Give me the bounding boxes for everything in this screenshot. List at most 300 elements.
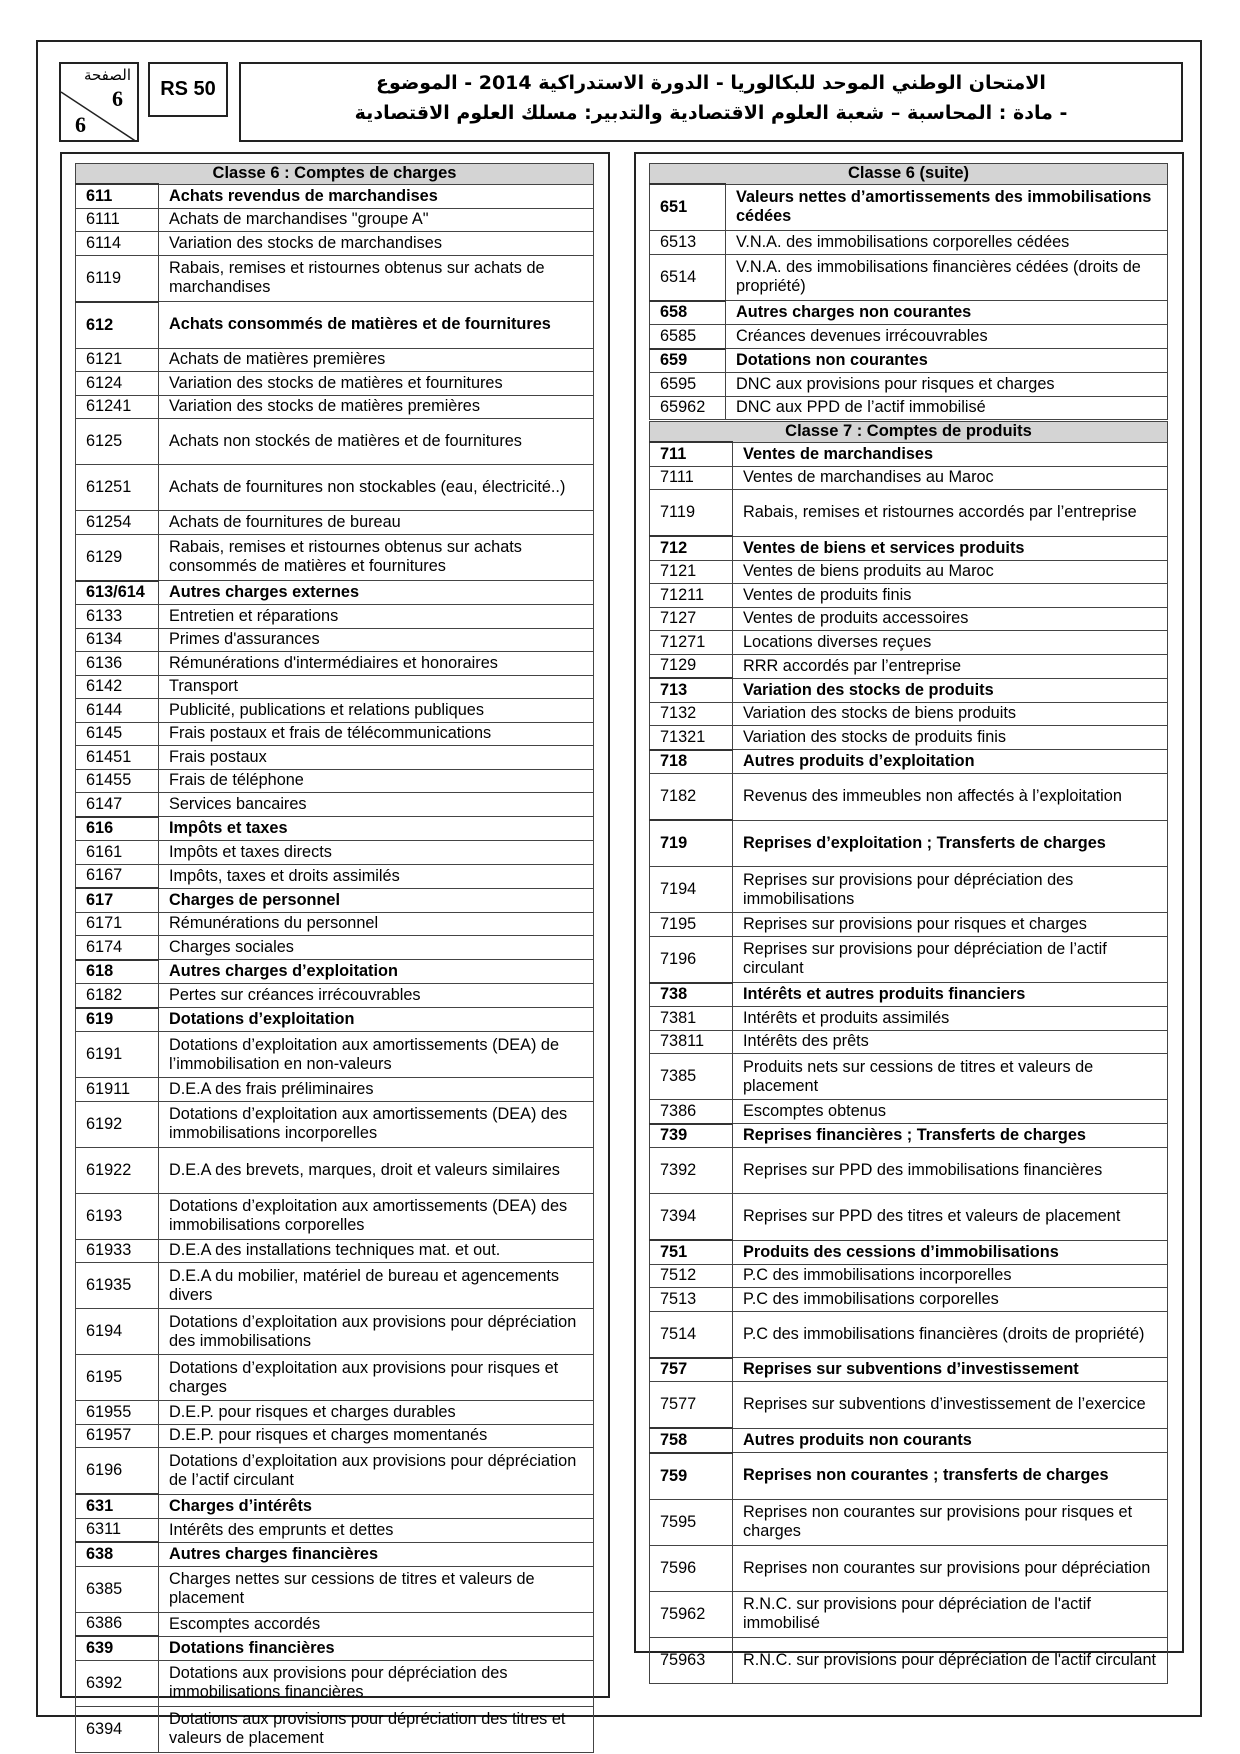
account-label: Frais postaux et frais de télécommunications bbox=[159, 722, 594, 746]
account-code: 6385 bbox=[76, 1566, 159, 1612]
account-label: Publicité, publications et relations publiques bbox=[159, 699, 594, 723]
table-row bbox=[76, 605, 594, 629]
table-row bbox=[76, 1494, 594, 1518]
table-row bbox=[76, 841, 594, 865]
table-row bbox=[76, 675, 594, 699]
account-label: Achats non stockés de matières et de fournitures bbox=[159, 419, 594, 465]
charges-table bbox=[75, 163, 594, 1753]
account-label: Charges d’intérêts bbox=[159, 1494, 594, 1518]
account-code: 6191 bbox=[76, 1032, 159, 1078]
account-label: Reprises sur subventions d’investissement de l’exercice bbox=[733, 1382, 1168, 1429]
account-code: 6125 bbox=[76, 419, 159, 465]
account-code: 6193 bbox=[76, 1193, 159, 1239]
account-code: 6585 bbox=[650, 325, 726, 349]
table-row bbox=[650, 1453, 1168, 1500]
table-row bbox=[650, 1637, 1168, 1683]
table-row bbox=[650, 1382, 1168, 1429]
page-label: الصفحة bbox=[83, 66, 131, 84]
account-code: 6167 bbox=[76, 864, 159, 888]
account-label: Dotations d’exploitation aux amortissements (DEA) des immobilisations incorporelles bbox=[159, 1101, 594, 1147]
account-label: Variation des stocks de matières et fournitures bbox=[159, 372, 594, 396]
account-label: Pertes sur créances irrécouvrables bbox=[159, 984, 594, 1008]
account-code: 659 bbox=[650, 349, 726, 373]
account-code: 613/614 bbox=[76, 581, 159, 605]
account-label: Rabais, remises et ristournes accordés par l’entreprise bbox=[733, 490, 1168, 537]
table-row bbox=[76, 1612, 594, 1636]
table-row bbox=[76, 1355, 594, 1401]
account-label: Rabais, remises et ristournes obtenus sur achats de marchandises bbox=[159, 255, 594, 302]
table-row bbox=[650, 913, 1168, 937]
account-label: Reprises sur provisions pour dépréciation de l’actif circulant bbox=[733, 936, 1168, 983]
account-label: Reprises sur provisions pour risques et charges bbox=[733, 913, 1168, 937]
account-code: 719 bbox=[650, 820, 733, 867]
table-row bbox=[650, 726, 1168, 750]
table-row bbox=[650, 490, 1168, 537]
table-row bbox=[76, 984, 594, 1008]
account-code: 6194 bbox=[76, 1309, 159, 1355]
account-label: Dotations non courantes bbox=[726, 349, 1168, 373]
account-label: RRR accordés par l’entreprise bbox=[733, 654, 1168, 678]
account-code: 631 bbox=[76, 1494, 159, 1518]
table-row bbox=[650, 1288, 1168, 1312]
account-label: Ventes de marchandises bbox=[733, 442, 1168, 466]
table-row bbox=[650, 536, 1168, 560]
account-code: 7596 bbox=[650, 1545, 733, 1591]
table-row bbox=[650, 1428, 1168, 1453]
table-row bbox=[650, 654, 1168, 678]
account-code: 6124 bbox=[76, 372, 159, 396]
table-row bbox=[650, 678, 1168, 702]
account-code: 61922 bbox=[76, 1147, 159, 1193]
account-label: Autres charges non courantes bbox=[726, 301, 1168, 325]
account-code: 61935 bbox=[76, 1263, 159, 1309]
exam-header bbox=[239, 62, 1183, 142]
account-code: 71321 bbox=[650, 726, 733, 750]
account-label: Charges sociales bbox=[159, 936, 594, 960]
table-row bbox=[650, 396, 1168, 420]
table-row bbox=[650, 1007, 1168, 1031]
table-row bbox=[76, 1147, 594, 1193]
account-code: 7195 bbox=[650, 913, 733, 937]
table-row bbox=[650, 936, 1168, 983]
account-label: P.C des immobilisations corporelles bbox=[733, 1288, 1168, 1312]
account-code: 61251 bbox=[76, 465, 159, 511]
account-label: Achats revendus de marchandises bbox=[159, 184, 594, 208]
account-label: Ventes de produits accessoires bbox=[733, 607, 1168, 631]
account-code: 619 bbox=[76, 1008, 159, 1032]
account-code: 61955 bbox=[76, 1401, 159, 1425]
account-code: 6111 bbox=[76, 208, 159, 232]
account-label: Dotations aux provisions pour dépréciation des immobilisations financières bbox=[159, 1660, 594, 1706]
table-row bbox=[76, 1660, 594, 1706]
account-code: 6595 bbox=[650, 373, 726, 397]
account-code: 759 bbox=[650, 1453, 733, 1500]
account-label: Autres charges externes bbox=[159, 581, 594, 605]
account-code: 7194 bbox=[650, 867, 733, 913]
account-label: Produits des cessions d’immobilisations bbox=[733, 1240, 1168, 1264]
account-code: 6161 bbox=[76, 841, 159, 865]
account-code: 612 bbox=[76, 302, 159, 349]
account-label: Impôts et taxes directs bbox=[159, 841, 594, 865]
table-row bbox=[76, 1518, 594, 1542]
page-number: 6 bbox=[112, 86, 123, 111]
account-label: Achats de matières premières bbox=[159, 348, 594, 372]
account-label: Ventes de biens et services produits bbox=[733, 536, 1168, 560]
account-code: 617 bbox=[76, 888, 159, 912]
table-row bbox=[76, 817, 594, 841]
table-row bbox=[76, 888, 594, 912]
account-label: D.E.A des brevets, marques, droit et valeurs similaires bbox=[159, 1147, 594, 1193]
account-label: Autres charges financières bbox=[159, 1542, 594, 1566]
account-code: 718 bbox=[650, 750, 733, 774]
table-row bbox=[650, 820, 1168, 867]
account-code: 7577 bbox=[650, 1382, 733, 1429]
account-label: V.N.A. des immobilisations corporelles cédées bbox=[726, 231, 1168, 255]
account-code: 6195 bbox=[76, 1355, 159, 1401]
table-row bbox=[650, 983, 1168, 1007]
table-row bbox=[650, 254, 1168, 301]
account-label: D.E.A des installations techniques mat. et out. bbox=[159, 1239, 594, 1263]
account-label: Autres charges d’exploitation bbox=[159, 960, 594, 984]
table-row bbox=[650, 349, 1168, 373]
table-row bbox=[76, 534, 594, 581]
table-row bbox=[650, 1030, 1168, 1054]
account-code: 6392 bbox=[76, 1660, 159, 1706]
account-label: Dotations aux provisions pour dépréciation des titres et valeurs de placement bbox=[159, 1706, 594, 1752]
table-row bbox=[650, 867, 1168, 913]
account-label: Autres produits non courants bbox=[733, 1428, 1168, 1453]
account-label: Frais postaux bbox=[159, 746, 594, 770]
account-code: 7121 bbox=[650, 560, 733, 584]
account-code: 7196 bbox=[650, 936, 733, 983]
account-code: 6182 bbox=[76, 984, 159, 1008]
account-label: Intérêts et autres produits financiers bbox=[733, 983, 1168, 1007]
table-row bbox=[76, 1263, 594, 1309]
account-code: 6386 bbox=[76, 1612, 159, 1636]
account-label: R.N.C. sur provisions pour dépréciation de l'actif circulant bbox=[733, 1637, 1168, 1683]
account-code: 61933 bbox=[76, 1239, 159, 1263]
table-row bbox=[76, 511, 594, 535]
account-label: Valeurs nettes d’amortissements des immobilisations cédées bbox=[726, 184, 1168, 231]
table-row bbox=[650, 325, 1168, 349]
table-row bbox=[76, 1008, 594, 1032]
classe6-suite-table bbox=[649, 163, 1168, 420]
account-label: D.E.A du mobilier, matériel de bureau et agencements divers bbox=[159, 1263, 594, 1309]
table-row bbox=[650, 1264, 1168, 1288]
table-row bbox=[650, 750, 1168, 774]
account-code: 6311 bbox=[76, 1518, 159, 1542]
table-row bbox=[76, 208, 594, 232]
account-code: 7512 bbox=[650, 1264, 733, 1288]
account-code: 6196 bbox=[76, 1448, 159, 1495]
account-code: 739 bbox=[650, 1124, 733, 1148]
account-code: 6114 bbox=[76, 232, 159, 256]
table-row bbox=[76, 302, 594, 349]
account-code: 7385 bbox=[650, 1054, 733, 1100]
total-pages: 6 bbox=[75, 112, 86, 137]
account-code: 738 bbox=[650, 983, 733, 1007]
table-row bbox=[650, 466, 1168, 490]
table-row bbox=[76, 372, 594, 396]
table-row bbox=[650, 1054, 1168, 1100]
account-code: 711 bbox=[650, 442, 733, 466]
account-code: 73811 bbox=[650, 1030, 733, 1054]
account-label: V.N.A. des immobilisations financières cédées (droits de propriété) bbox=[726, 254, 1168, 301]
account-code: 7129 bbox=[650, 654, 733, 678]
table-row bbox=[650, 1124, 1168, 1148]
account-label: D.E.P. pour risques et charges momentanés bbox=[159, 1424, 594, 1448]
table-row bbox=[76, 652, 594, 676]
account-code: 6133 bbox=[76, 605, 159, 629]
account-label: Revenus des immeubles non affectés à l’exploitation bbox=[733, 774, 1168, 821]
account-label: Escomptes obtenus bbox=[733, 1100, 1168, 1124]
account-code: 6144 bbox=[76, 699, 159, 723]
account-code: 6147 bbox=[76, 793, 159, 817]
table-row bbox=[76, 936, 594, 960]
account-label: Services bancaires bbox=[159, 793, 594, 817]
account-code: 61241 bbox=[76, 395, 159, 419]
account-code: 6514 bbox=[650, 254, 726, 301]
account-label: Reprises d’exploitation ; Transferts de charges bbox=[733, 820, 1168, 867]
account-label: Charges de personnel bbox=[159, 888, 594, 912]
account-code: 6394 bbox=[76, 1706, 159, 1752]
account-code: 751 bbox=[650, 1240, 733, 1264]
account-label: Achats de marchandises "groupe A" bbox=[159, 208, 594, 232]
account-label: D.E.A des frais préliminaires bbox=[159, 1078, 594, 1102]
account-code: 638 bbox=[76, 1542, 159, 1566]
table-row bbox=[650, 631, 1168, 655]
account-label: Variation des stocks de matières premières bbox=[159, 395, 594, 419]
table-row bbox=[650, 1499, 1168, 1545]
account-label: Impôts et taxes bbox=[159, 817, 594, 841]
table-row bbox=[76, 793, 594, 817]
account-code: 7111 bbox=[650, 466, 733, 490]
account-code: 7119 bbox=[650, 490, 733, 537]
account-label: Reprises non courantes sur provisions pour dépréciation bbox=[733, 1545, 1168, 1591]
account-code: 7127 bbox=[650, 607, 733, 631]
account-label: Reprises financières ; Transferts de charges bbox=[733, 1124, 1168, 1148]
account-code: 639 bbox=[76, 1636, 159, 1660]
account-label: Reprises non courantes ; transferts de charges bbox=[733, 1453, 1168, 1500]
account-label: Créances devenues irrécouvrables bbox=[726, 325, 1168, 349]
table-row bbox=[76, 1636, 594, 1660]
account-label: D.E.P. pour risques et charges durables bbox=[159, 1401, 594, 1425]
account-label: Reprises sur PPD des immobilisations financières bbox=[733, 1148, 1168, 1194]
account-code: 6121 bbox=[76, 348, 159, 372]
account-code: 75963 bbox=[650, 1637, 733, 1683]
table-row bbox=[76, 1542, 594, 1566]
table-row bbox=[76, 1193, 594, 1239]
table-row bbox=[650, 1100, 1168, 1124]
table-row bbox=[76, 1101, 594, 1147]
account-code: 7381 bbox=[650, 1007, 733, 1031]
account-code: 658 bbox=[650, 301, 726, 325]
account-label: Entretien et réparations bbox=[159, 605, 594, 629]
account-code: 7513 bbox=[650, 1288, 733, 1312]
account-label: Reprises sur provisions pour dépréciation des immobilisations bbox=[733, 867, 1168, 913]
account-code: 7132 bbox=[650, 702, 733, 726]
account-label: Intérêts des emprunts et dettes bbox=[159, 1518, 594, 1542]
header-line-2: - مادة : المحاسبة – شعبة العلوم الاقتصادية والتدبير: مسلك العلوم الاقتصادية bbox=[354, 102, 1068, 124]
account-code: 7386 bbox=[650, 1100, 733, 1124]
table-row bbox=[650, 702, 1168, 726]
table-row bbox=[76, 769, 594, 793]
account-code: 616 bbox=[76, 817, 159, 841]
table-row bbox=[76, 348, 594, 372]
table-row bbox=[76, 746, 594, 770]
account-label: Transport bbox=[159, 675, 594, 699]
table-row bbox=[76, 184, 594, 208]
account-code: 6142 bbox=[76, 675, 159, 699]
header-line-1: الامتحان الوطني الموحد للبكالوريا - الدورة الاستدراكية 2014 - الموضوع bbox=[376, 72, 1046, 94]
table-row bbox=[76, 722, 594, 746]
table-row bbox=[650, 373, 1168, 397]
table-row bbox=[650, 774, 1168, 821]
account-label: Ventes de biens produits au Maroc bbox=[733, 560, 1168, 584]
table-row bbox=[76, 864, 594, 888]
account-code: 758 bbox=[650, 1428, 733, 1453]
table-row bbox=[76, 1424, 594, 1448]
table-row bbox=[76, 1239, 594, 1263]
account-label: DNC aux provisions pour risques et charges bbox=[726, 373, 1168, 397]
table-row bbox=[76, 628, 594, 652]
table-row bbox=[650, 607, 1168, 631]
table-title: Classe 6 (suite) bbox=[650, 164, 1168, 185]
table-row bbox=[650, 1240, 1168, 1264]
table-row bbox=[76, 912, 594, 936]
account-code: 712 bbox=[650, 536, 733, 560]
produits-table bbox=[649, 421, 1168, 1684]
table-row bbox=[650, 1311, 1168, 1358]
account-label: Frais de téléphone bbox=[159, 769, 594, 793]
account-label: Autres produits d’exploitation bbox=[733, 750, 1168, 774]
table-row bbox=[650, 1591, 1168, 1637]
table-row bbox=[76, 1706, 594, 1752]
account-code: 61957 bbox=[76, 1424, 159, 1448]
account-label: Dotations d’exploitation aux provisions pour dépréciation des immobilisations bbox=[159, 1309, 594, 1355]
table-row bbox=[76, 1032, 594, 1078]
table-row bbox=[76, 232, 594, 256]
account-label: Variation des stocks de produits bbox=[733, 678, 1168, 702]
table-title: Classe 6 : Comptes de charges bbox=[76, 164, 594, 185]
table-row bbox=[76, 395, 594, 419]
account-label: DNC aux PPD de l’actif immobilisé bbox=[726, 396, 1168, 420]
table-row bbox=[650, 584, 1168, 608]
account-label: Impôts, taxes et droits assimilés bbox=[159, 864, 594, 888]
account-code: 6174 bbox=[76, 936, 159, 960]
table-row bbox=[76, 1309, 594, 1355]
account-code: 618 bbox=[76, 960, 159, 984]
account-code: 7394 bbox=[650, 1194, 733, 1241]
table-row bbox=[650, 1545, 1168, 1591]
account-label: Rabais, remises et ristournes obtenus sur achats consommés de matières et fournitures bbox=[159, 534, 594, 581]
account-code: 71271 bbox=[650, 631, 733, 655]
table-row bbox=[650, 560, 1168, 584]
account-code: 713 bbox=[650, 678, 733, 702]
table-row bbox=[76, 581, 594, 605]
account-code: 6192 bbox=[76, 1101, 159, 1147]
account-label: P.C des immobilisations incorporelles bbox=[733, 1264, 1168, 1288]
account-label: Rémunérations du personnel bbox=[159, 912, 594, 936]
account-label: Variation des stocks de biens produits bbox=[733, 702, 1168, 726]
table-row bbox=[650, 301, 1168, 325]
account-code: 61451 bbox=[76, 746, 159, 770]
account-code: 7182 bbox=[650, 774, 733, 821]
account-label: Dotations d’exploitation bbox=[159, 1008, 594, 1032]
account-label: Reprises non courantes sur provisions pour risques et charges bbox=[733, 1499, 1168, 1545]
account-code: 7392 bbox=[650, 1148, 733, 1194]
table-row bbox=[650, 442, 1168, 466]
account-label: Achats consommés de matières et de fournitures bbox=[159, 302, 594, 349]
table-row bbox=[76, 699, 594, 723]
account-code: 65962 bbox=[650, 396, 726, 420]
account-code: 61455 bbox=[76, 769, 159, 793]
account-code: 611 bbox=[76, 184, 159, 208]
table-row bbox=[76, 1566, 594, 1612]
account-label: Intérêts et produits assimilés bbox=[733, 1007, 1168, 1031]
account-label: Escomptes accordés bbox=[159, 1612, 594, 1636]
account-code: 6136 bbox=[76, 652, 159, 676]
account-label: Dotations financières bbox=[159, 1636, 594, 1660]
account-label: Dotations d’exploitation aux provisions pour risques et charges bbox=[159, 1355, 594, 1401]
account-code: 6129 bbox=[76, 534, 159, 581]
account-code: 6119 bbox=[76, 255, 159, 302]
account-label: P.C des immobilisations financières (droits de propriété) bbox=[733, 1311, 1168, 1358]
account-code: 6513 bbox=[650, 231, 726, 255]
account-label: Achats de fournitures non stockables (eau, électricité..) bbox=[159, 465, 594, 511]
table-row bbox=[76, 1448, 594, 1495]
table-row bbox=[76, 255, 594, 302]
account-label: Ventes de marchandises au Maroc bbox=[733, 466, 1168, 490]
account-code: 71211 bbox=[650, 584, 733, 608]
account-label: Achats de fournitures de bureau bbox=[159, 511, 594, 535]
exam-code: RS 50 bbox=[148, 62, 228, 117]
table-row bbox=[76, 419, 594, 465]
account-code: 7595 bbox=[650, 1499, 733, 1545]
account-code: 7514 bbox=[650, 1311, 733, 1358]
account-label: Reprises sur subventions d’investissement bbox=[733, 1358, 1168, 1382]
account-label: Dotations d’exploitation aux amortissements (DEA) de l’immobilisation en non-valeurs bbox=[159, 1032, 594, 1078]
account-label: Reprises sur PPD des titres et valeurs de placement bbox=[733, 1194, 1168, 1241]
account-code: 6145 bbox=[76, 722, 159, 746]
table-row bbox=[650, 184, 1168, 231]
table-row bbox=[76, 1401, 594, 1425]
account-code: 75962 bbox=[650, 1591, 733, 1637]
page-number-box bbox=[59, 62, 139, 142]
account-label: Dotations d’exploitation aux amortissements (DEA) des immobilisations corporelles bbox=[159, 1193, 594, 1239]
account-label: R.N.C. sur provisions pour dépréciation de l'actif immobilisé bbox=[733, 1591, 1168, 1637]
account-code: 6171 bbox=[76, 912, 159, 936]
account-label: Ventes de produits finis bbox=[733, 584, 1168, 608]
table-row bbox=[650, 1148, 1168, 1194]
table-row bbox=[650, 231, 1168, 255]
table-title: Classe 7 : Comptes de produits bbox=[650, 422, 1168, 443]
account-code: 61911 bbox=[76, 1078, 159, 1102]
account-code: 6134 bbox=[76, 628, 159, 652]
account-code: 757 bbox=[650, 1358, 733, 1382]
table-row bbox=[650, 1358, 1168, 1382]
account-code: 651 bbox=[650, 184, 726, 231]
account-code: 61254 bbox=[76, 511, 159, 535]
account-label: Produits nets sur cessions de titres et valeurs de placement bbox=[733, 1054, 1168, 1100]
table-row bbox=[76, 1078, 594, 1102]
account-label: Variation des stocks de produits finis bbox=[733, 726, 1168, 750]
account-label: Locations diverses reçues bbox=[733, 631, 1168, 655]
account-label: Dotations d’exploitation aux provisions pour dépréciation de l’actif circulant bbox=[159, 1448, 594, 1495]
table-row bbox=[76, 465, 594, 511]
account-label: Charges nettes sur cessions de titres et valeurs de placement bbox=[159, 1566, 594, 1612]
table-row bbox=[76, 960, 594, 984]
